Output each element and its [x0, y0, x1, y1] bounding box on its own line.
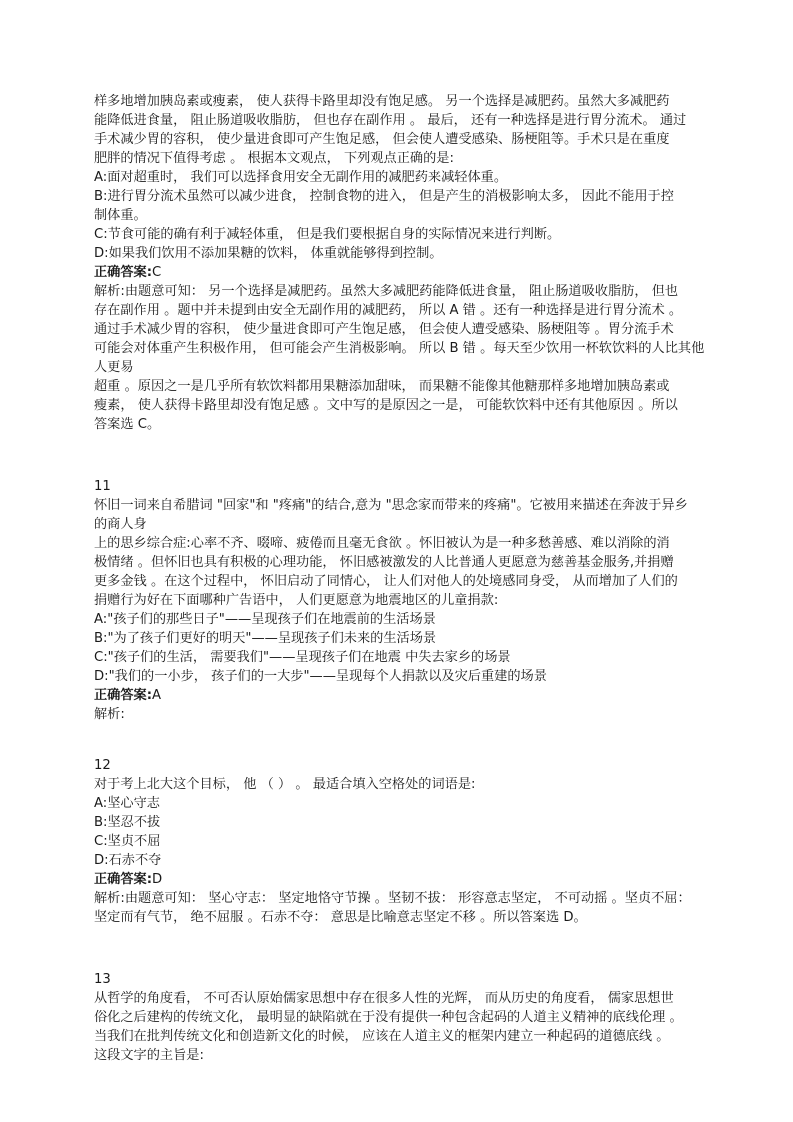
q11-number: 11	[94, 479, 111, 494]
question-12	[94, 756, 706, 927]
answer-value: A	[152, 688, 162, 703]
answer-value: C	[152, 265, 162, 280]
q10-analysis-line: 超重 。原因之一是几乎所有软饮料都用果糖添加甜味， 而果糖不能像其他糖那样多地增加胰岛素或	[94, 379, 670, 394]
q10-analysis-line: 通过手术减少胃的容积， 使少量进食即可产生饱足感， 但会使人遭受感染、肠梗阻等 。胃分流手术	[94, 322, 674, 337]
q12-option-b: B:坚忍不拔	[94, 815, 161, 830]
q12-analysis-line: 解析:由题意可知： 坚心守志： 坚定地恪守节操 。坚韧不拔： 形容意志坚定， 不可动摇 。坚贞不屈：	[94, 891, 691, 906]
q10-analysis-line: 解析:由题意可知： 另一个选择是减肥药。虽然大多减肥药能降低进食量， 阻止肠道吸收脂肪， 但也	[94, 284, 679, 299]
q13-stem-line: 俗化之后建构的传统文化， 最明显的缺陷就在于没有提供一种包含起码的人道主义精神的底线伦理 。	[94, 1010, 683, 1025]
q12-number: 12	[94, 758, 111, 773]
q10-option-a: A:面对超重时， 我们可以选择食用安全无副作用的减肥药来减轻体重。	[94, 170, 508, 185]
q11-option-d: D:"我们的一小步， 孩子们的一大步"——呈现每个人捐款以及灾后重建的场景	[94, 669, 547, 684]
answer-label: 正确答案:	[94, 688, 153, 703]
q12-stem: 对于考上北大这个目标， 他 （ ） 。 最适合填入空格处的词语是:	[94, 777, 476, 792]
page-content	[94, 92, 706, 1065]
q12-option-c: C:坚贞不屈	[94, 834, 161, 849]
q13-stem-line: 当我们在批判传统文化和创造新文化的时候， 应该在人道主义的框架内建立一种起码的道德底线 。	[94, 1029, 670, 1044]
q10-stem-line: 肥胖的情况下值得考虑 。 根据本文观点， 下列观点正确的是:	[94, 151, 454, 166]
q10-option-b-cont: 制体重。	[94, 208, 147, 223]
q10-analysis-line: 瘦素， 使人获得卡路里却没有饱足感 。文中写的是原因之一是， 可能软饮料中还有其他原因 。所以	[94, 398, 678, 413]
q12-answer	[94, 870, 706, 889]
q10-option-b: B:进行胃分流术虽然可以减少进食， 控制食物的进入， 但是产生的消极影响太多， 因此不能用于控	[94, 189, 674, 204]
q10-analysis-line: 可能会对体重产生积极作用， 但可能会产生消极影响。 所以 B 错 。每天至少饮用一杯软饮料的人比其他人更易	[94, 341, 705, 375]
q11-option-a: A:"孩子们的那些日子"——呈现孩子们在地震前的生活场景	[94, 612, 436, 627]
q13-stem-line: 从哲学的角度看， 不可否认原始儒家思想中存在很多人性的光辉， 而从历史的角度看， 儒家思想世	[94, 991, 674, 1006]
q11-option-c: C:"孩子们的生活， 需要我们"——呈现孩子们在地震 中失去家乡的场景	[94, 650, 511, 665]
q12-analysis-line: 坚定而有气节， 绝不屈服 。石赤不夺： 意思是比喻意志坚定不移 。所以答案选 D。	[94, 910, 587, 925]
q11-stem-line: 怀旧一词来自希腊词 "回家"和 "疼痛"的结合,意为 "思念家而带来的疼痛"。它被用来描述在奔波于异乡	[94, 498, 688, 513]
q10-answer	[94, 263, 706, 282]
q10-stem-line: 能降低进食量， 阻止肠道吸收脂肪， 但也存在副作用 。 最后， 还有一种选择是进行胃分流术。 通过	[94, 113, 687, 128]
q10-stem-line: 手术减少胃的容积， 使少量进食即可产生饱足感， 但会使人遭受感染、肠梗阻等。手术只是在重度	[94, 132, 670, 147]
q11-stem-line: 极情绪 。但怀旧也具有积极的心理功能， 怀旧感被激发的人比普通人更愿意为慈善基金服务,并捐赠	[94, 555, 674, 570]
answer-label: 正确答案:	[94, 872, 153, 887]
q11-analysis: 解析:	[94, 707, 125, 722]
q13-stem-line: 这段文字的主旨是:	[94, 1048, 204, 1063]
q11-stem-line: 更多金钱 。在这个过程中， 怀旧启动了同情心， 让人们对他人的处境感同身受， 从而增加了人们的	[94, 574, 678, 589]
q11-option-b: B:"为了孩子们更好的明天"——呈现孩子们未来的生活场景	[94, 631, 437, 646]
q10-analysis-line: 答案选 C。	[94, 417, 161, 432]
q10-option-d: D:如果我们饮用不添加果糖的饮料， 体重就能够得到控制。	[94, 246, 443, 261]
q11-stem-line: 上的思乡综合症:心率不齐、啜啼、疲倦而且毫无食欲 。怀旧被认为是一种多愁善感、难以消除的消	[94, 536, 670, 551]
question-11	[94, 477, 706, 724]
q12-option-a: A:坚心守志	[94, 796, 160, 811]
question-10	[94, 92, 706, 434]
q10-option-c: C:节食可能的确有利于减轻体重， 但是我们要根据自身的实际情况来进行判断。	[94, 227, 561, 242]
answer-value: D	[152, 872, 163, 887]
q11-stem-line: 的商人身	[94, 517, 147, 532]
q12-option-d: D:石赤不夺	[94, 853, 162, 868]
q11-stem-line: 捐赠行为好在下面哪种广告语中， 人们更愿意为地震地区的儿童捐款:	[94, 593, 499, 608]
q10-stem-line: 样多地增加胰岛素或瘦素， 使人获得卡路里却没有饱足感。 另一个选择是减肥药。虽然大多减肥药	[94, 94, 670, 109]
q11-answer	[94, 686, 706, 705]
q13-number: 13	[94, 972, 111, 987]
answer-label: 正确答案:	[94, 265, 153, 280]
question-13	[94, 970, 706, 1065]
q10-analysis-line: 存在副作用 。题中并未提到由安全无副作用的减肥药， 所以 A 错 。还有一种选择是进行胃分流术 。	[94, 303, 683, 318]
